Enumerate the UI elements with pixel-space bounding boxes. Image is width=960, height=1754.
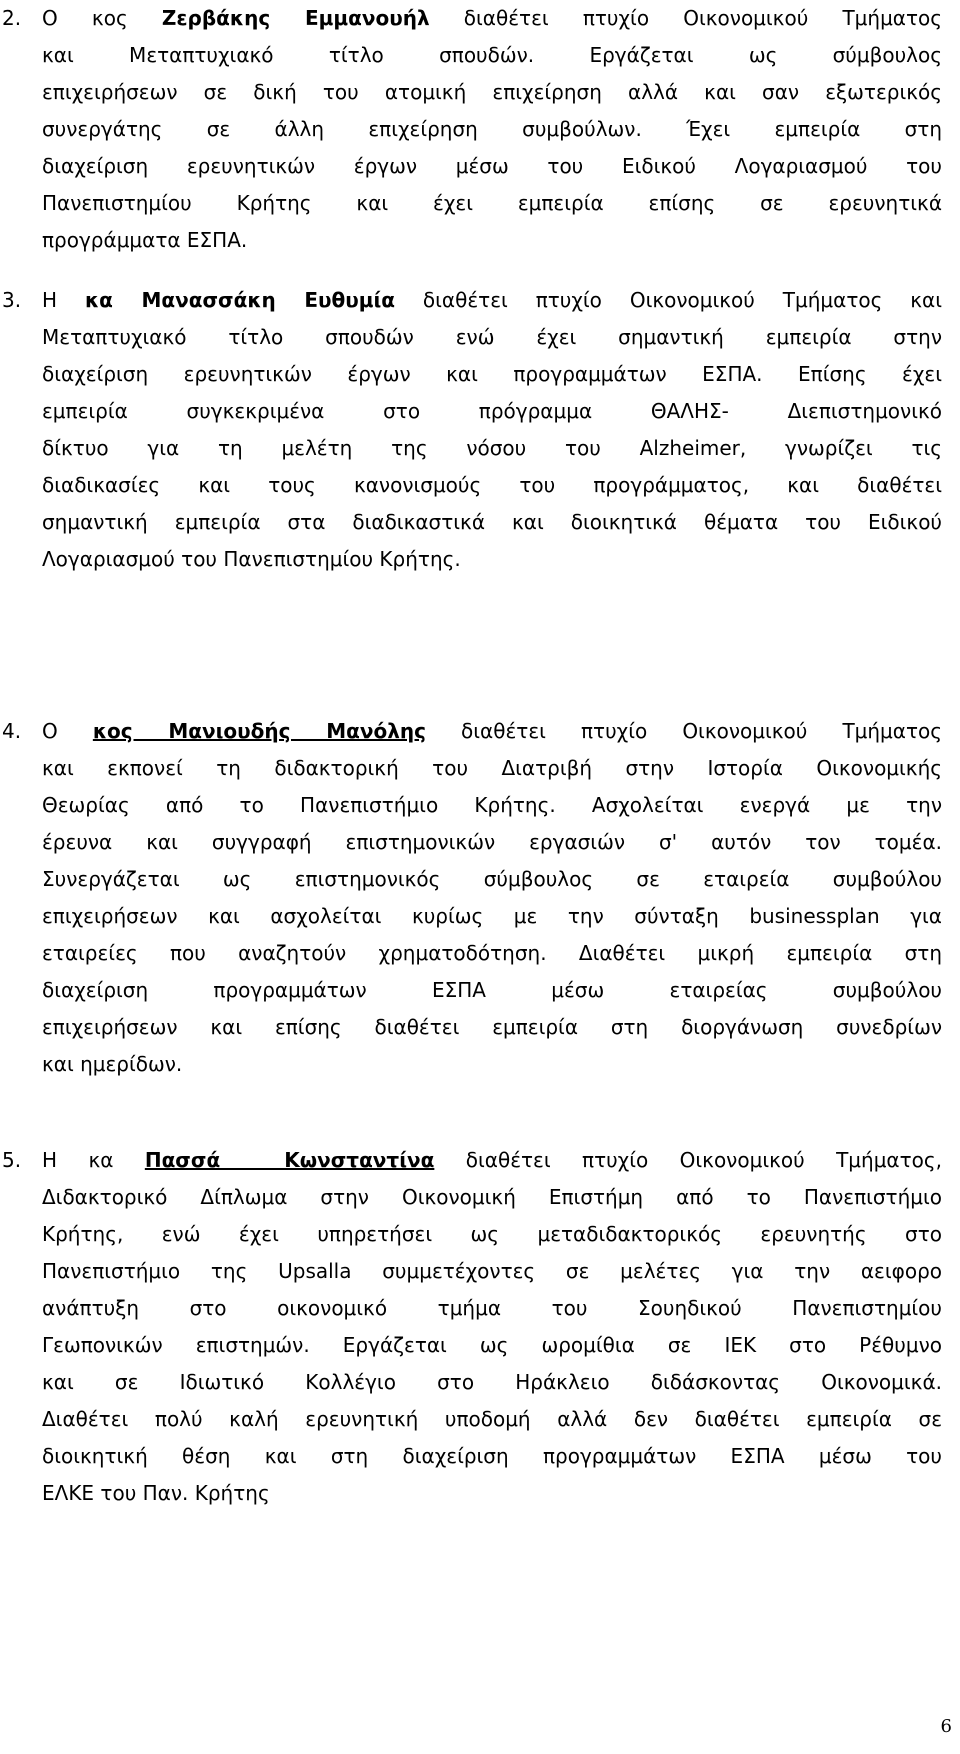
paragraph-line	[42, 0, 942, 37]
paragraph-line: διαχείριση ερευνητικών έργων μέσω του Ειδικού Λογαριασμού του	[42, 154, 942, 178]
paragraph-line	[42, 713, 942, 750]
text-run: διαθέτει πτυχίο Οικονομικού Τμήματος	[425, 719, 942, 743]
paragraph-line: Κρήτης, ενώ έχει υπηρετήσει ως μεταδιδακτορικός ερευνητής στο	[42, 1222, 942, 1246]
paragraph-line: Πανεπιστήμιο της Upsalla συμμετέχοντες σε μελέτες για την αειφορο	[42, 1259, 942, 1283]
text-run: Ο κος	[42, 6, 162, 30]
paragraph-line: δίκτυο για τη μελέτη της νόσου του Alzheimer, γνωρίζει τις	[42, 436, 942, 460]
page-number: 6	[940, 1716, 952, 1737]
paragraph-line	[42, 282, 942, 319]
paragraph-line: Μεταπτυχιακό τίτλο σπουδών ενώ έχει σημαντική εμπειρία στην	[42, 325, 942, 349]
paragraph-line: και Μεταπτυχιακό τίτλο σπουδών. Εργάζεται ως σύμβουλος	[42, 43, 942, 67]
paragraph-line: διαχείριση ερευνητικών έργων και προγραμμάτων ΕΣΠΑ. Επίσης έχει	[42, 362, 942, 386]
paragraph-line: Θεωρίας από το Πανεπιστήμιο Κρήτης. Ασχολείται ενεργά με την	[42, 793, 942, 817]
text-run: Η κα	[42, 1148, 145, 1172]
paragraph-line: και σε Ιδιωτικό Κολλέγιο στο Ηράκλειο διδάσκοντας Οικονομικά.	[42, 1370, 942, 1394]
paragraph-line: Πανεπιστημίου Κρήτης και έχει εμπειρία επίσης σε ερευνητικά	[42, 191, 942, 215]
paragraph-line: ΕΛΚΕ του Παν. Κρήτης	[42, 1481, 270, 1505]
item-number: 5.	[2, 1148, 22, 1172]
paragraph-line: διοικητική θέση και στη διαχείριση προγραμμάτων ΕΣΠΑ μέσω του	[42, 1444, 942, 1468]
paragraph-line: Διδακτορικό Δίπλωμα στην Οικονομική Επιστήμη από το Πανεπιστήμιο	[42, 1185, 942, 1209]
person-name: Πασσά Κωνσταντίνα	[144, 1148, 435, 1172]
paragraph-line	[42, 1142, 942, 1179]
paragraph-line: επιχειρήσεων και επίσης διαθέτει εμπειρία στη διοργάνωση συνεδρίων	[42, 1015, 942, 1039]
paragraph-line: διαχείριση προγραμμάτων ΕΣΠΑ μέσω εταιρείας συμβούλου	[42, 978, 942, 1002]
paragraph-line: επιχειρήσεων και ασχολείται κυρίως με την σύνταξη businessplan για	[42, 904, 942, 928]
item-number: 4.	[2, 719, 22, 743]
item-number: 2.	[2, 6, 22, 30]
text-run: Ο	[42, 719, 93, 743]
person-name: κα Μανασσάκη Ευθυμία	[84, 288, 395, 312]
paragraph-line: Συνεργάζεται ως επιστημονικός σύμβουλος σε εταιρεία συμβούλου	[42, 867, 942, 891]
paragraph-line: εταιρείες που αναζητούν χρηματοδότηση. Διαθέτει μικρή εμπειρία στη	[42, 941, 942, 965]
paragraph-line: ανάπτυξη στο οικονομικό τμήμα του Σουηδικού Πανεπιστημίου	[42, 1296, 942, 1320]
paragraph-line: σημαντική εμπειρία στα διαδικαστικά και διοικητικά θέματα του Ειδικού	[42, 510, 942, 534]
paragraph-line: Λογαριασμού του Πανεπιστημίου Κρήτης.	[42, 547, 461, 571]
paragraph-line: προγράμματα ΕΣΠΑ.	[42, 228, 248, 252]
paragraph-line: διαδικασίες και τους κανονισμούς του προγράμματος, και διαθέτει	[42, 473, 942, 497]
text-run: διαθέτει πτυχίο Οικονομικού Τμήματος,	[434, 1148, 942, 1172]
paragraph-line: συνεργάτης σε άλλη επιχείρηση συμβούλων. Έχει εμπειρία στη	[42, 117, 942, 141]
person-name: κος Μανιουδής Μανόλης	[92, 719, 426, 743]
text-run: διαθέτει πτυχίο Οικονομικού Τμήματος και	[395, 288, 942, 312]
item-number: 3.	[2, 288, 22, 312]
text-run: διαθέτει πτυχίο Οικονομικού Τμήματος	[429, 6, 943, 30]
paragraph-line: εμπειρία συγκεκριμένα στο πρόγραμμα ΘΑΛΗΣ- Διεπιστημονικό	[42, 399, 942, 423]
paragraph-line: και ημερίδων.	[42, 1052, 183, 1076]
paragraph-line: έρευνα και συγγραφή επιστημονικών εργασιών σ' αυτόν τον τομέα.	[42, 830, 942, 854]
paragraph-line: Γεωπονικών επιστημών. Εργάζεται ως ωρομίθια σε ΙΕΚ στο Ρέθυμνο	[42, 1333, 942, 1357]
paragraph-line: επιχειρήσεων σε δική του ατομική επιχείρηση αλλά και σαν εξωτερικός	[42, 80, 942, 104]
paragraph-line: Διαθέτει πολύ καλή ερευνητική υποδομή αλλά δεν διαθέτει εμπειρία σε	[42, 1407, 942, 1431]
paragraph-line: και εκπονεί τη διδακτορική του Διατριβή στην Ιστορία Οικονομικής	[42, 756, 942, 780]
person-name: Ζερβάκης Εμμανουήλ	[161, 6, 430, 30]
text-run: Η	[42, 288, 85, 312]
